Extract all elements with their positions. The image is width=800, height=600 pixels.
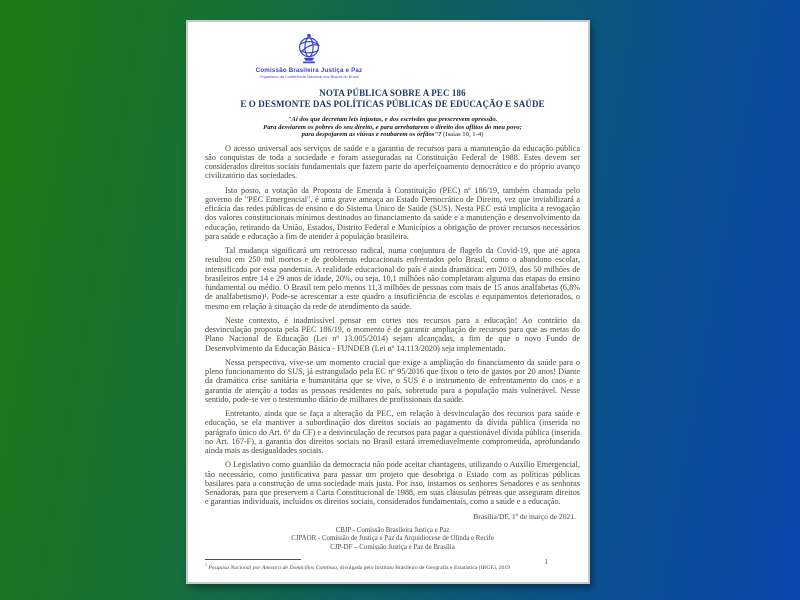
signature-cjpdf: CJP-DF – Comissão Justiça e Paz de Brasília (330, 543, 455, 551)
footnote-source-rest: , divulgada pelo Instituto Brasileiro de Geografia e Estatística (IBGE), 2019 (336, 565, 511, 572)
document-body (205, 144, 580, 507)
paragraph-2: Isto posto, a votação da Proposta de Emenda à Constituição (PEC) nº 186/19, também chamada pelo governo de "PEC Emergencial", é uma grave ameaça ao Estado Democrático de Direito, vez que inviabilizará a eficácia das redes públicas de ensino e do Sistema Único de Saúde (SUS). Nesta PEC está implícita a revogação dos valores constitucionais mínimos destinados ao financiamento da saúde e a manutenção e desenvolvimento da educação, retirando da União, Estados, Distrito Federal e Municípios a obrigação de prover recursos necessários para saúde e educação a fim de atender à população brasileira. (205, 185, 580, 241)
paragraph-1: O acesso universal aos serviços de saúde e a garantia de recursos para a manutenção da educação pública são conquistas de toda a sociedade e foram asseguradas na Constituição Federal de 1988. Estes devem ser considerados direitos sociais fundamentais que fazem parte do aperfeiçoamento democrático e do próprio avanço civilizatório das sociedades. (205, 143, 580, 181)
paragraph-5: Nessa perspectiva, vive-se um momento crucial que exige a ampliação do financiamento da saúde para o pleno funcionamento do SUS, já estrangulado pela EC nº 95/2016 que fixou o teto de gastos por 20 anos! Diante da dramática crise sanitária e humanitária que se vive, o SUS é o instrumento de enfrentamento do caos e a garantia de atenção a todas as pessoas residentes no país, sobretudo para a população mais vulnerável. Nesse sentido, pode-se ver o testemunho diário de milhares de profissionais da saúde. (205, 357, 580, 404)
globe-dove-emblem-icon (294, 33, 324, 66)
footnote-text (205, 562, 580, 571)
document-content (188, 22, 588, 582)
paragraph-6: Entretanto, ainda que se faça a alteração da PEC, em relação à desvinculação dos recursos para saúde e educação, se ela mantiver a subordinação dos direitos sociais ao pagamento da dívida pública (inserida no parágrafo único do Art. 6º da CF) e a desvinculação de recursos para pagar a questionável dívida pública (inserida no Art. 167-F), a garantia dos direitos sociais no Brasil estará irremediavelmente comprometida, aprofundando ainda mais as desigualdades sociais. (205, 409, 580, 456)
footnote-marker: 1 (205, 562, 207, 568)
epigraph-citation: (Isaías 10, 1-4) (441, 131, 484, 139)
footnote-block (205, 559, 580, 572)
epigraph-line3-text: para despojarem as viúvas e roubarem os órfãos"? (301, 131, 442, 139)
signature-cjpaor: CJPAOR - Comissão de Justiça e Paz da Arquidiocese de Olinda e Recife (291, 535, 494, 543)
document-page (186, 20, 590, 584)
organization-logo-block (231, 33, 387, 79)
paragraph-4: Neste contexto, é inadmissível pensar em cortes nos recursos para a educação! Ao contrário da desvinculação proposta pela PEC 186/19, o momento é de garantir ampliação de recursos para que as metas do Plano Nacional de Educação (Lei nº 13.005/2014) sejam alcançadas, a fim de que o novo Fundo de Desenvolvimento da Educação Básica - FUNDEB (Lei nº 14.113/2020) seja implementado. (205, 315, 580, 353)
document-title (205, 88, 580, 109)
paragraph-7: O Legislativo como guardião da democracia não pode aceitar chantagens, utilizando o Auxílio Emergencial, tão necessário, como justificativa para passar um projeto que desobriga o Estado com as políticas públicas basilares para a construção de uma sociedade mais justa. Por isso, instamos os senhores Senadores e as senhoras Senadoras, para que preservem a Carta Constitucional de 1988, em suas cláusulas pétreas que asseguram direitos e garantias individuais, incluídos os direitos sociais, considerados fundamentais, como a saúde e a educação. (205, 460, 580, 507)
organization-name: Comissão Brasileira Justiça e Paz (255, 67, 363, 74)
date-place-line: Brasília/DF, 1º de março de 2021. (473, 511, 576, 521)
epigraph-line3 (205, 131, 580, 139)
epigraph-line2: Para desviarem os pobres do seu direito, e para arrebatarem o direito dos aflitos do meu povo; (263, 123, 522, 131)
document-title-line1: NOTA PÚBLICA SOBRE A PEC 186 (319, 88, 466, 98)
paragraph-3: Tal mudança significará um retrocesso radical, numa conjuntura de flagelo da Covid-19, que até agora resultou em 250 mil mortos e de problemas educacionais enfrentados pelo Brasil, como o abandono escolar, intensificado por essa pandemia. A realidade educacional do país é ainda dramática: em 2019, dos 50 milhões de brasileiros entre 14 e 29 anos de idade, 20%, ou seja, 10,1 milhões não completaram alguma das etapas do ensino fundamental ou médio. O Brasil tem pelo menos 11,3 milhões de pessoas com mais de 15 anos analfabetas (6,8% de analfabetismo)¹. Pode-se acrescentar a este quadro a insuficiência de escolas e equipamentos deteriorados, o mesmo em relação à situação da rede de atendimento da saúde. (205, 246, 580, 311)
organization-subtitle: Organismo da Conferência Nacional dos Bispos do Brasil (259, 74, 359, 79)
epigraph-quote (205, 116, 580, 139)
signature-block (205, 527, 580, 552)
signature-cbjp: CBJP - Comissão Brasileira Justiça e Paz (335, 526, 450, 534)
footnote-separator (205, 559, 301, 560)
footnote-source-title: Pesquisa Nacional por Amostra de Domicílios Contínua (208, 565, 337, 572)
page-number: 1 (544, 558, 548, 566)
document-title-line2: E O DESMONTE DAS POLÍTICAS PÚBLICAS DE EDUCAÇÃO E SAÚDE (240, 98, 545, 109)
epigraph-line1: "Ai dos que decretam leis injustas, e dos escrivães que prescrevem opressão. (287, 116, 498, 124)
